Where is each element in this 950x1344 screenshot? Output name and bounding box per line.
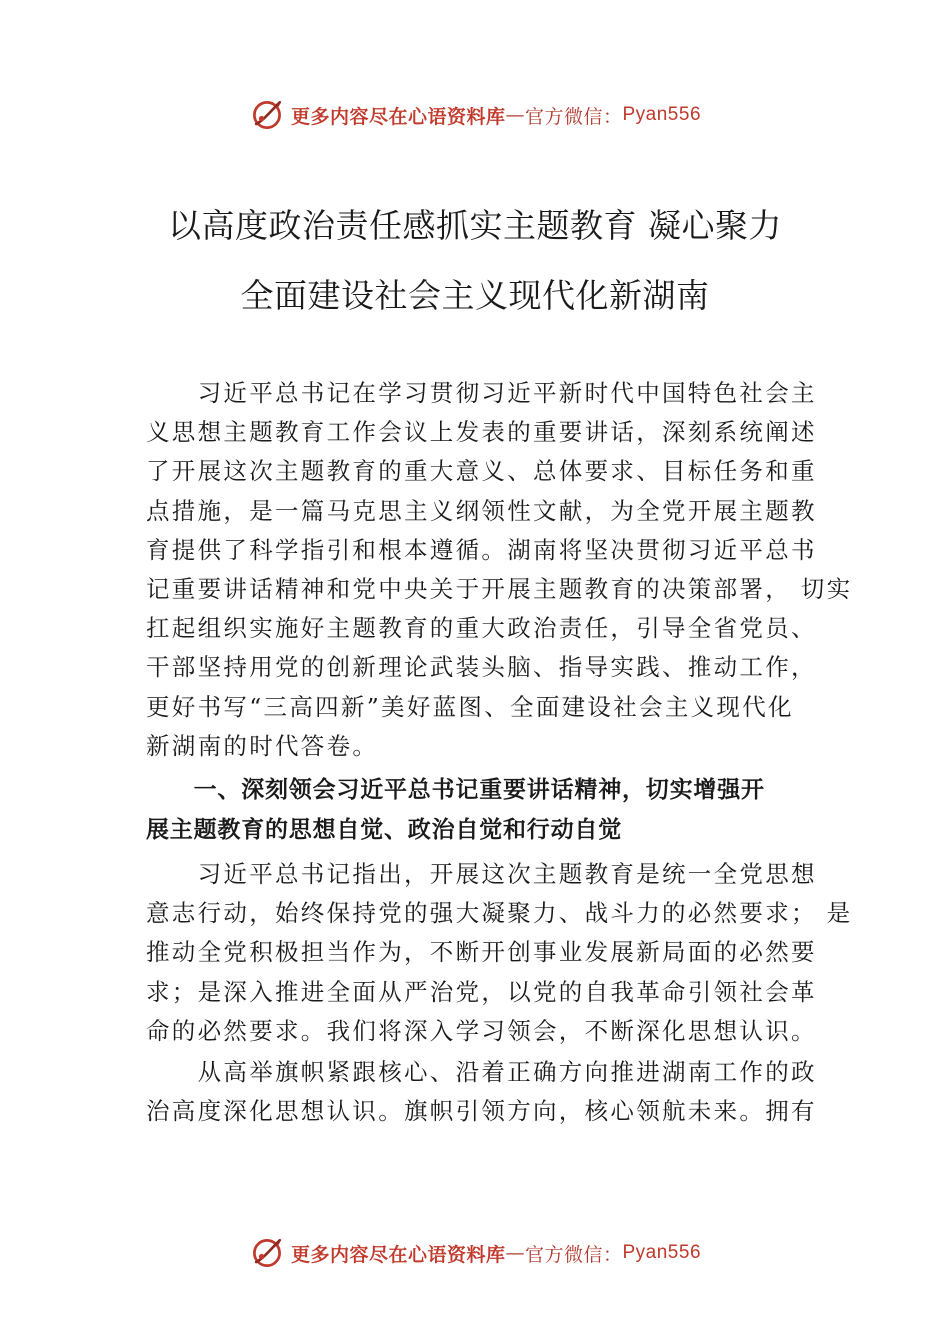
text-line: 记重要讲话精神和党中央关于开展主题教育的决策部署， 切实: [146, 575, 853, 604]
text-line: 治高度深化思想认识。旗帜引领方向，核心领航未来。拥有: [146, 1097, 817, 1126]
paragraph-3: [146, 1053, 817, 1131]
brush-logo-icon: [249, 97, 285, 133]
watermark-wechat-label: 官方微信：: [524, 105, 623, 128]
text-line: 推动全党积极担当作为，不断开创事业发展新局面的必然要: [146, 938, 817, 967]
text-line: 点措施，是一篇马克思主义纲领性文献，为全党开展主题教: [146, 496, 817, 525]
watermark-account: Pyan556: [622, 1242, 702, 1263]
text-line: 命的必然要求。我们将深入学习领会，不断深化思想认识。: [146, 1016, 817, 1045]
document-title-line-2: 全面建设社会主义现代化新湖南: [240, 276, 710, 315]
section-heading-1: [146, 770, 808, 850]
text-line: 意志行动，始终保持党的强大凝聚力、战斗力的必然要求； 是: [146, 899, 853, 928]
text-line: 从高举旗帜紧跟核心、沿着正确方向推进湖南工作的政: [146, 1058, 817, 1086]
text-line: 了开展这次主题教育的重大意义、总体要求、目标任务和重: [146, 457, 817, 486]
text-line: 习近平总书记指出，开展这次主题教育是统一全党思想: [146, 860, 817, 888]
watermark-wechat-label: 官方微信：: [524, 1243, 623, 1266]
heading-line: 展主题教育的思想自觉、政治自觉和行动自觉: [146, 817, 622, 843]
watermark-brand: 更多内容尽在心语资料库: [290, 1243, 506, 1266]
text-line: 更好书写“三高四新”美好蓝图、全面建设社会主义现代化: [146, 692, 794, 721]
watermark-brand: 更多内容尽在心语资料库: [290, 105, 506, 128]
watermark-header: [0, 93, 950, 137]
heading-line: 一、深刻领会习近平总书记重要讲话精神，切实增强开: [146, 777, 765, 803]
watermark-footer: [0, 1231, 950, 1275]
text-line: 义思想主题教育工作会议上发表的重要讲话，深刻系统阐述: [146, 418, 817, 447]
watermark-separator: —: [505, 104, 525, 126]
paragraph-2: [146, 855, 853, 1051]
text-line: 干部坚持用党的创新理论武装头脑、指导实践、推动工作，: [146, 653, 817, 682]
watermark-account: Pyan556: [622, 104, 702, 125]
text-line: 育提供了科学指引和根本遵循。湖南将坚决贯彻习近平总书: [146, 535, 817, 564]
text-line: 扛起组织实施好主题教育的重大政治责任，引导全省党员、: [146, 614, 817, 643]
text-line: 习近平总书记在学习贯彻习近平新时代中国特色社会主: [146, 379, 817, 407]
text-line: 新湖南的时代答卷。: [146, 731, 379, 760]
watermark-separator: —: [505, 1242, 525, 1264]
paragraph-intro: [146, 374, 853, 766]
document-title-line-1: 以高度政治责任感抓实主题教育 凝心聚力: [168, 206, 782, 245]
text-line: 求；是深入推进全面从严治党，以党的自我革命引领社会革: [146, 977, 817, 1006]
brush-logo-icon: [249, 1235, 285, 1271]
